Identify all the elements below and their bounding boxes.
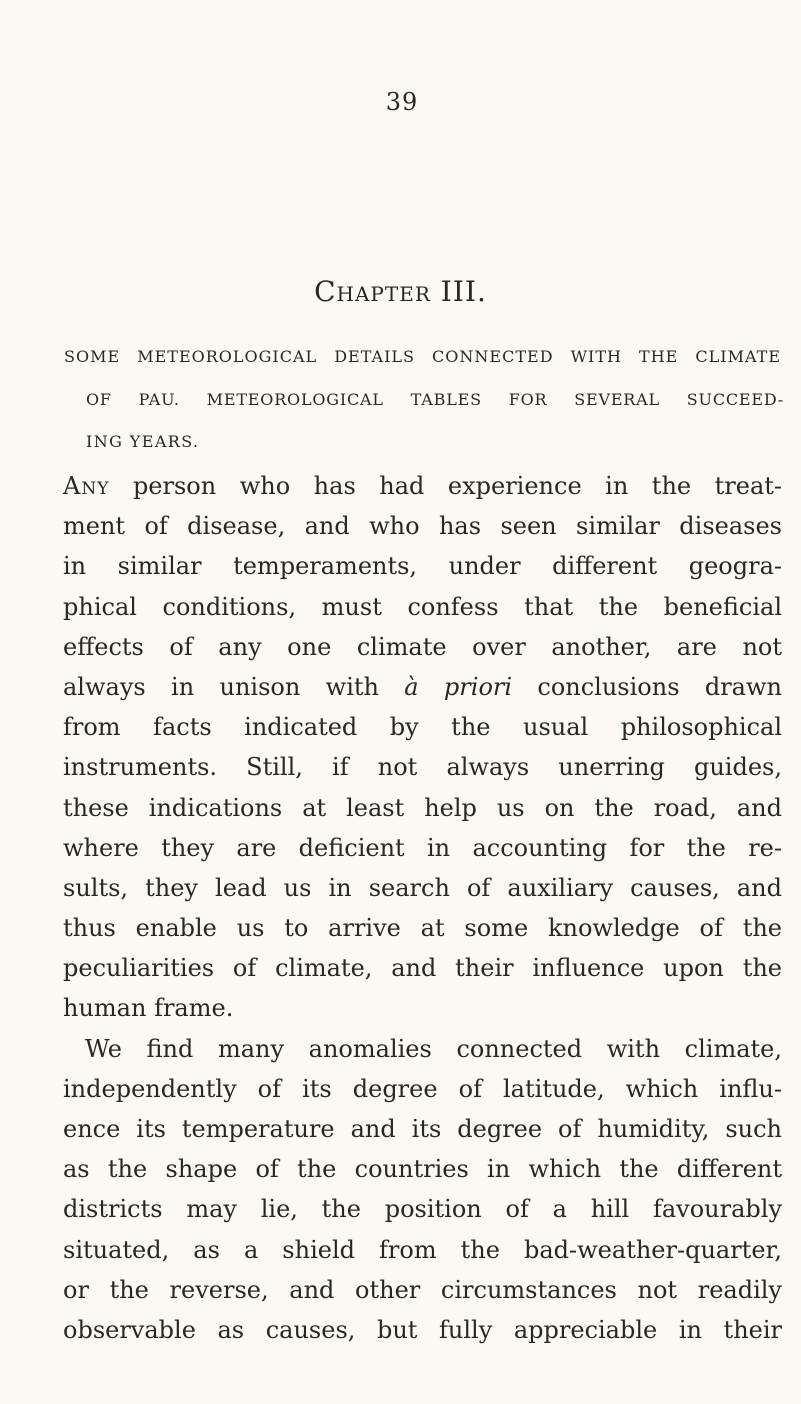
text-line: thus enable us to arrive at some knowledge of the [63, 914, 782, 943]
text-line: in similar temperaments, under different geogra- [63, 552, 782, 581]
chapter-heading: Chapter III. [314, 275, 487, 308]
page-number: 39 [385, 88, 419, 116]
text-line: independently of its degree of latitude, which influ- [63, 1074, 782, 1103]
chapter-summary-line: OF PAU. METEOROLOGICAL TABLES FOR SEVERAL SUCCEED- [86, 390, 784, 409]
chapter-summary-line: ING YEARS. [86, 432, 200, 451]
opening-word: Any [63, 472, 110, 500]
body-text [63, 466, 782, 1350]
text-fragment: person who has had experience in the treat- [109, 472, 782, 500]
text-line: ment of disease, and who has seen similar diseases [63, 512, 782, 541]
text-line: situated, as a shield from the bad-weather-quarter, [63, 1235, 782, 1264]
paragraph [63, 1029, 782, 1351]
text-line: where they are deficient in accounting for the re- [63, 833, 782, 862]
text-line: sults, they lead us in search of auxiliary causes, and [63, 873, 782, 902]
text-line: from facts indicated by the usual philosophical [63, 713, 782, 742]
text-line: effects of any one climate over another, are not [63, 632, 782, 661]
text-line: phical conditions, must confess that the beneficial [63, 592, 782, 621]
text-line: ence its temperature and its degree of humidity, such [63, 1115, 782, 1143]
text-fragment: conclusions drawn [512, 672, 782, 701]
chapter-summary-line: SOME METEOROLOGICAL DETAILS CONNECTED WITH THE CLIMATE [64, 347, 781, 366]
text-line [63, 466, 782, 506]
text-line: peculiarities of climate, and their influence upon the [63, 954, 782, 983]
italic-phrase: à priori [404, 672, 513, 701]
text-line: as the shape of the countries in which the different [63, 1155, 782, 1184]
paragraph [63, 466, 782, 1029]
text-line: human frame. [63, 994, 234, 1023]
text-line [63, 667, 782, 707]
text-line: instruments. Still, if not always unerring guides, [63, 753, 782, 782]
text-line: these indications at least help us on the road, and [63, 793, 782, 822]
text-line: or the reverse, and other circumstances not readily [63, 1275, 782, 1304]
text-line: We find many anomalies connected with climate, [85, 1034, 782, 1063]
text-line: districts may lie, the position of a hill favourably [63, 1195, 782, 1224]
text-line: observable as causes, but fully appreciable in their [63, 1315, 782, 1344]
text-fragment: always in unison with [63, 672, 405, 701]
